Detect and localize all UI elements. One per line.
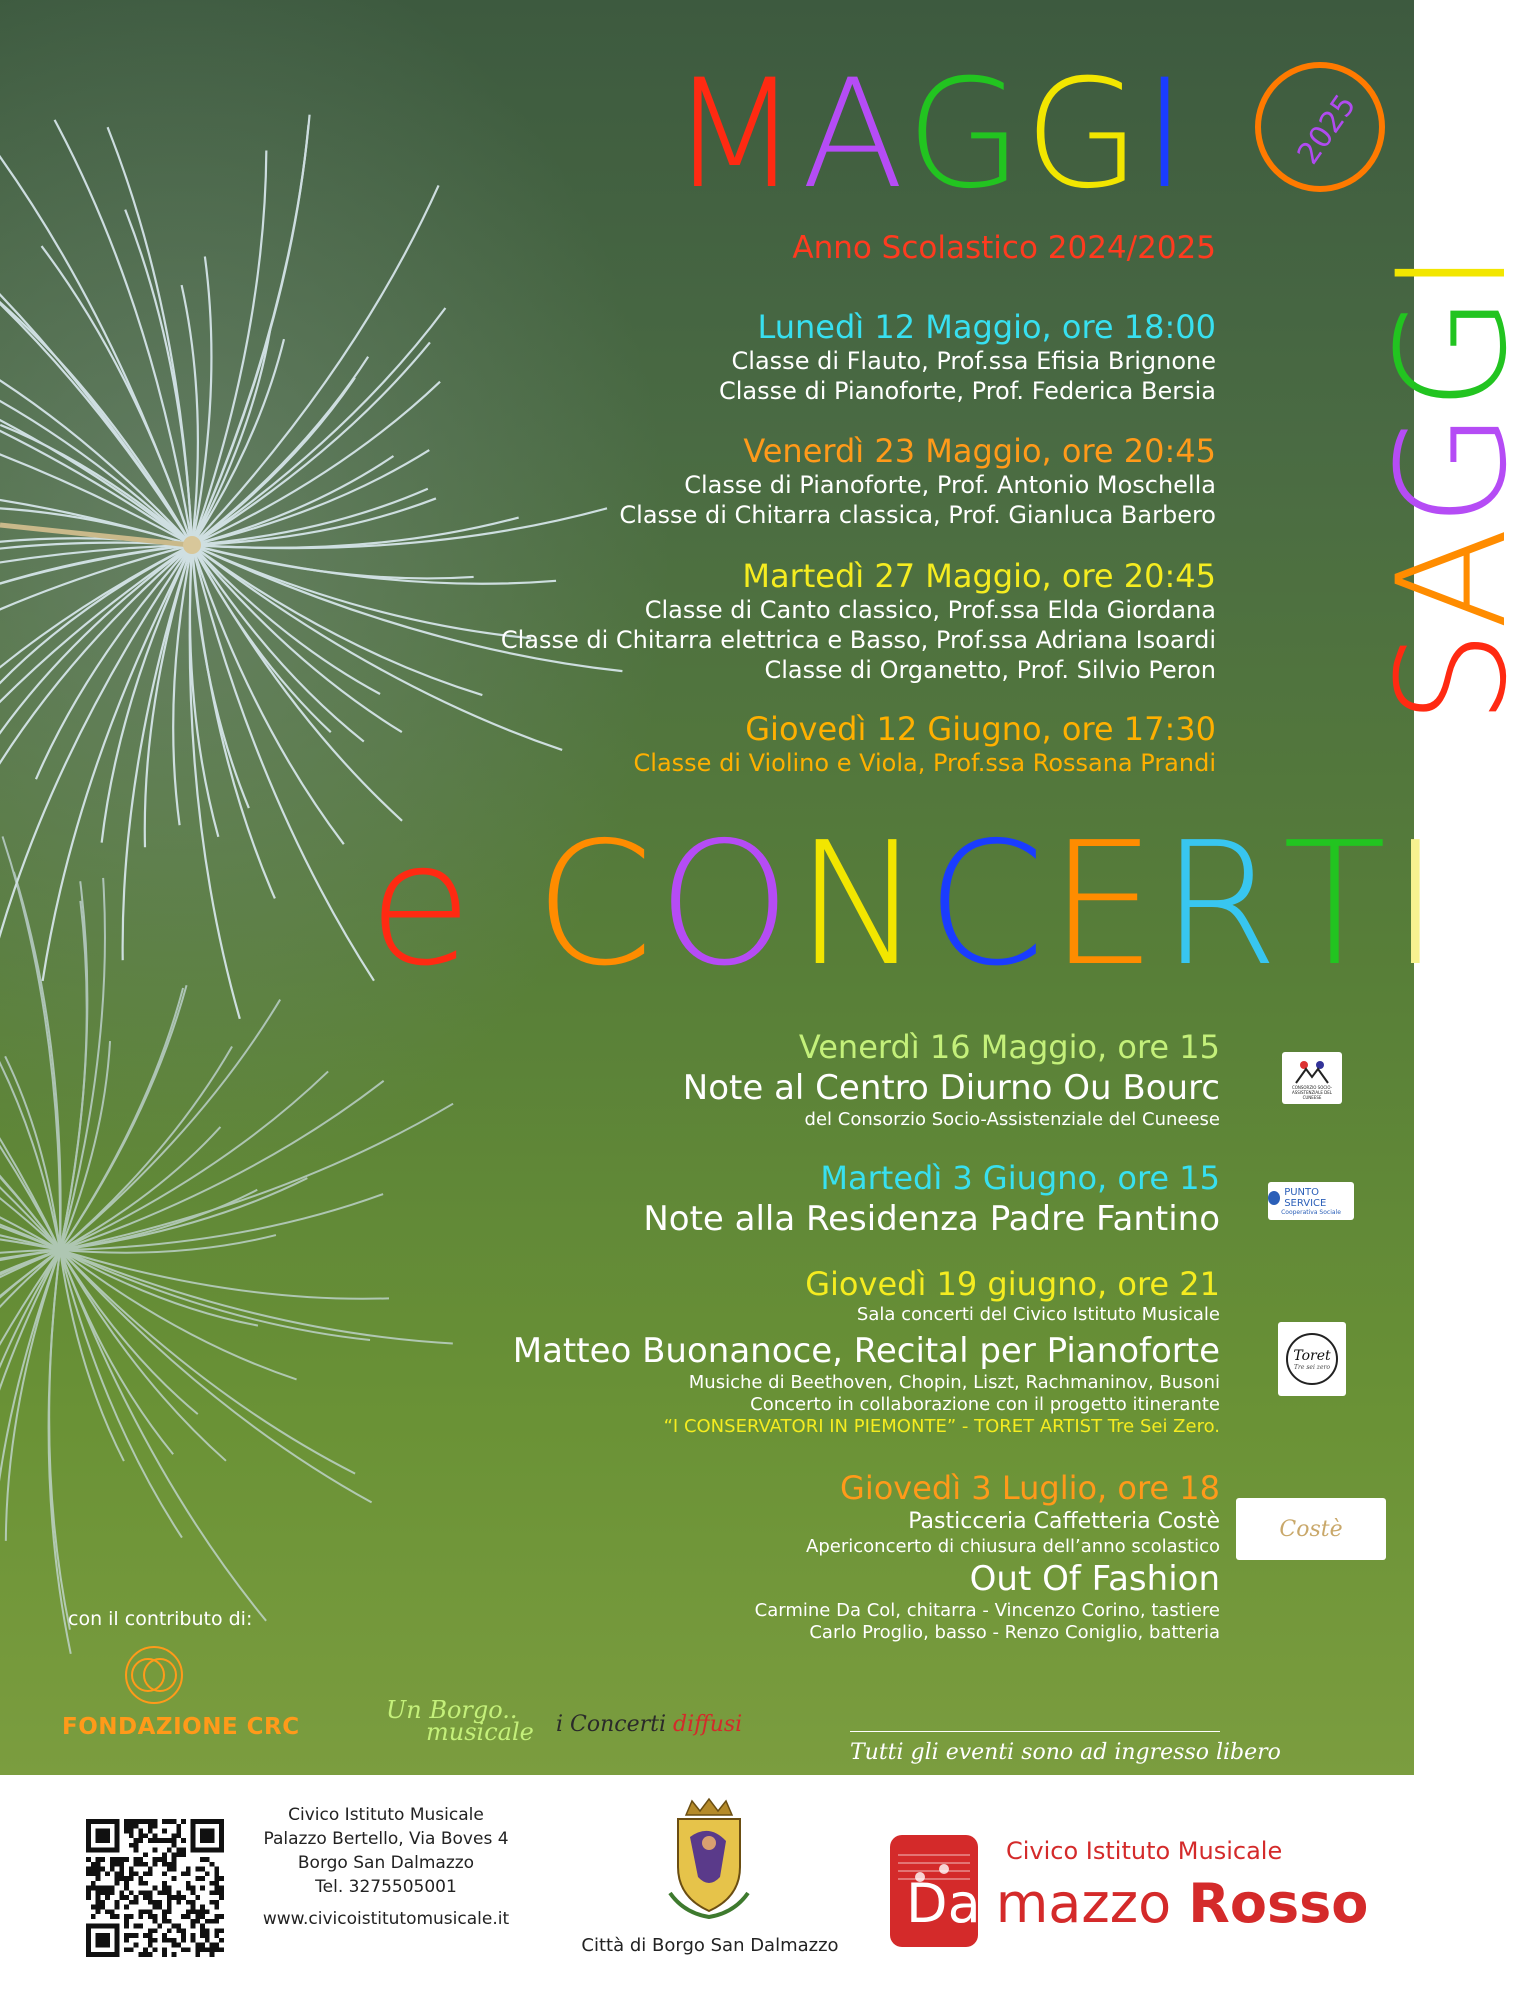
diffusi-logo-text: diffusi	[673, 1712, 743, 1737]
qr-code-icon[interactable]	[86, 1819, 224, 1957]
saggi-title	[1366, 250, 1540, 725]
school-logo-name-part: Rosso	[1188, 1872, 1369, 1935]
event-detail: Classe di Pianoforte, Prof. Federica Bersia	[718, 377, 1216, 405]
concert-venue: Pasticceria Caffetteria Costè	[908, 1509, 1220, 1534]
event-detail: Classe di Canto classico, Prof.ssa Elda Giordana	[644, 596, 1216, 624]
concert-venue: Sala concerti del Civico Istituto Musicale	[856, 1304, 1220, 1325]
saggi-letter: A	[1366, 527, 1540, 630]
coste-logo	[1236, 1498, 1386, 1560]
fondazione-crc-logo: FONDAZIONE CRC	[62, 1714, 300, 1740]
concert-date: Martedì 3 Giugno, ore 15	[820, 1159, 1220, 1197]
saggi-letter: G	[1366, 294, 1540, 411]
address-line: Borgo San Dalmazzo	[297, 1853, 475, 1873]
concerti-letter: N	[795, 806, 927, 1004]
event-date: Giovedì 12 Giugno, ore 17:30	[745, 710, 1216, 748]
consorzio-logo	[1282, 1052, 1342, 1104]
toret-logo	[1278, 1322, 1346, 1396]
year-badge: 2025	[1290, 88, 1364, 171]
saggio-event-4	[634, 710, 1216, 778]
concerti-letter: O	[657, 806, 796, 1004]
school-logo-name-part: mazzo	[995, 1872, 1172, 1935]
concert-detail: Musiche di Beethoven, Chopin, Liszt, Rachmaninov, Busoni	[688, 1372, 1220, 1393]
coste-logo-text: Costè	[1279, 1516, 1343, 1542]
borgo-logo-line: Un Borgo..	[386, 1696, 518, 1724]
event-detail: Classe di Flauto, Prof.ssa Efisia Brignone	[731, 347, 1216, 375]
city-coat-of-arms-icon	[664, 1797, 754, 1923]
borgo-logo-line: musicale	[426, 1718, 534, 1746]
concerti-letter: C	[534, 806, 658, 1004]
consorzio-logo-text: CONSORZIO SOCIO-ASSISTENZIALE DEL CUNEESE	[1291, 1084, 1333, 1100]
punto-service-text: PUNTO SERVICE	[1284, 1186, 1327, 1209]
maggio-title	[670, 48, 1189, 222]
concert-date: Giovedì 3 Luglio, ore 18	[840, 1469, 1220, 1507]
concerti-letter: I	[1390, 806, 1445, 1004]
concert-detail: Carlo Proglio, basso - Renzo Coniglio, batteria	[809, 1622, 1220, 1643]
fondazione-crc-rings-icon	[108, 1643, 200, 1707]
concert-title: Note alla Residenza Padre Fantino	[643, 1199, 1220, 1239]
address-line: Palazzo Bertello, Via Boves 4	[263, 1829, 509, 1849]
globe-icon	[1268, 1191, 1280, 1205]
event-date: Martedì 27 Maggio, ore 20:45	[742, 557, 1216, 595]
maggio-letter: G	[1024, 48, 1143, 222]
consorzio-logo-icon	[1292, 1057, 1332, 1085]
concert-detail: Concerto in collaborazione con il progetto itinerante	[750, 1394, 1220, 1415]
concerto-event-2	[643, 1158, 1220, 1240]
divider-line	[850, 1731, 1220, 1732]
punto-service-logo	[1268, 1182, 1354, 1220]
city-name: Città di Borgo San Dalmazzo	[581, 1935, 839, 1956]
concert-title: Out Of Fashion	[969, 1559, 1220, 1599]
event-detail: Classe di Chitarra classica, Prof. Gianluca Barbero	[619, 501, 1216, 529]
concert-venue: del Consorzio Socio-Assistenziale del Cuneese	[804, 1109, 1220, 1130]
event-detail: Classe di Violino e Viola, Prof.ssa Rossana Prandi	[633, 749, 1216, 777]
address-line: Civico Istituto Musicale	[288, 1805, 484, 1825]
concert-detail: Carmine Da Col, chitarra - Vincenzo Corino, tastiere	[754, 1600, 1220, 1621]
school-logo-top: Civico Istituto Musicale	[1006, 1837, 1283, 1865]
saggi-letter: G	[1366, 410, 1540, 528]
website-link[interactable]: www.civicoistitutomusicale.it	[262, 1909, 510, 1929]
concert-highlight: “I CONSERVATORI IN PIEMONTE” - TORET ARTIST Tre Sei Zero.	[663, 1416, 1220, 1437]
concert-title: Note al Centro Diurno Ou Bourc	[682, 1068, 1220, 1108]
concerto-event-3	[513, 1264, 1220, 1438]
un-borgo-musicale-logo	[386, 1696, 534, 1746]
concerti-letter: e	[368, 806, 477, 1004]
concerti-letter: R	[1160, 806, 1283, 1004]
free-entry-note: Tutti gli eventi sono ad ingresso libero	[850, 1740, 1281, 1765]
diffusi-logo-text: i Concerti	[556, 1712, 667, 1737]
footer	[0, 1775, 1414, 2000]
school-logo-name-part: Dal	[906, 1872, 996, 1935]
event-detail: Classe di Pianoforte, Prof. Antonio Moschella	[684, 471, 1216, 499]
concert-date: Venerdì 16 Maggio, ore 15	[798, 1028, 1220, 1066]
concerti-letter: E	[1049, 806, 1161, 1004]
saggio-event-1	[719, 308, 1216, 406]
maggio-letter: A	[801, 48, 907, 222]
saggi-letter: I	[1366, 250, 1540, 295]
event-detail: Classe di Organetto, Prof. Silvio Peron	[764, 656, 1216, 684]
school-logo-name	[906, 1873, 1368, 1935]
maggio-letter: M	[670, 48, 802, 222]
concert-subtitle: Apericoncerto di chiusura dell’anno scolastico	[806, 1536, 1220, 1557]
event-date: Lunedì 12 Maggio, ore 18:00	[757, 308, 1216, 346]
address-phone: Tel. 3275505001	[315, 1877, 457, 1897]
concerti-diffusi-logo	[556, 1712, 742, 1737]
punto-service-sub: Cooperativa Sociale	[1281, 1208, 1341, 1216]
concerto-event-4	[755, 1468, 1220, 1644]
event-detail: Classe di Chitarra elettrica e Basso, Prof.ssa Adriana Isoardi	[500, 626, 1216, 654]
saggio-event-3	[501, 557, 1216, 685]
concerti-title	[368, 806, 1445, 1004]
event-date: Venerdì 23 Maggio, ore 20:45	[743, 432, 1216, 470]
school-year: Anno Scolastico 2024/2025	[792, 230, 1216, 266]
saggi-letter: S	[1366, 629, 1540, 725]
saggio-event-2	[619, 432, 1216, 530]
concert-title: Matteo Buonanoce, Recital per Pianoforte	[512, 1331, 1220, 1371]
toret-logo-sub: Tre sei zero	[1294, 1363, 1330, 1371]
concerti-letter	[477, 820, 535, 990]
toret-logo-text: Toret	[1293, 1347, 1331, 1364]
school-address	[256, 1803, 516, 1931]
maggio-letter: G	[906, 48, 1025, 222]
concerto-event-1	[683, 1027, 1220, 1131]
concerti-letter: T	[1282, 806, 1391, 1004]
sponsors-label: con il contributo di:	[68, 1608, 253, 1630]
concert-date: Giovedì 19 giugno, ore 21	[805, 1265, 1220, 1303]
concerti-letter: C	[926, 806, 1050, 1004]
maggio-letter: I	[1142, 48, 1189, 222]
